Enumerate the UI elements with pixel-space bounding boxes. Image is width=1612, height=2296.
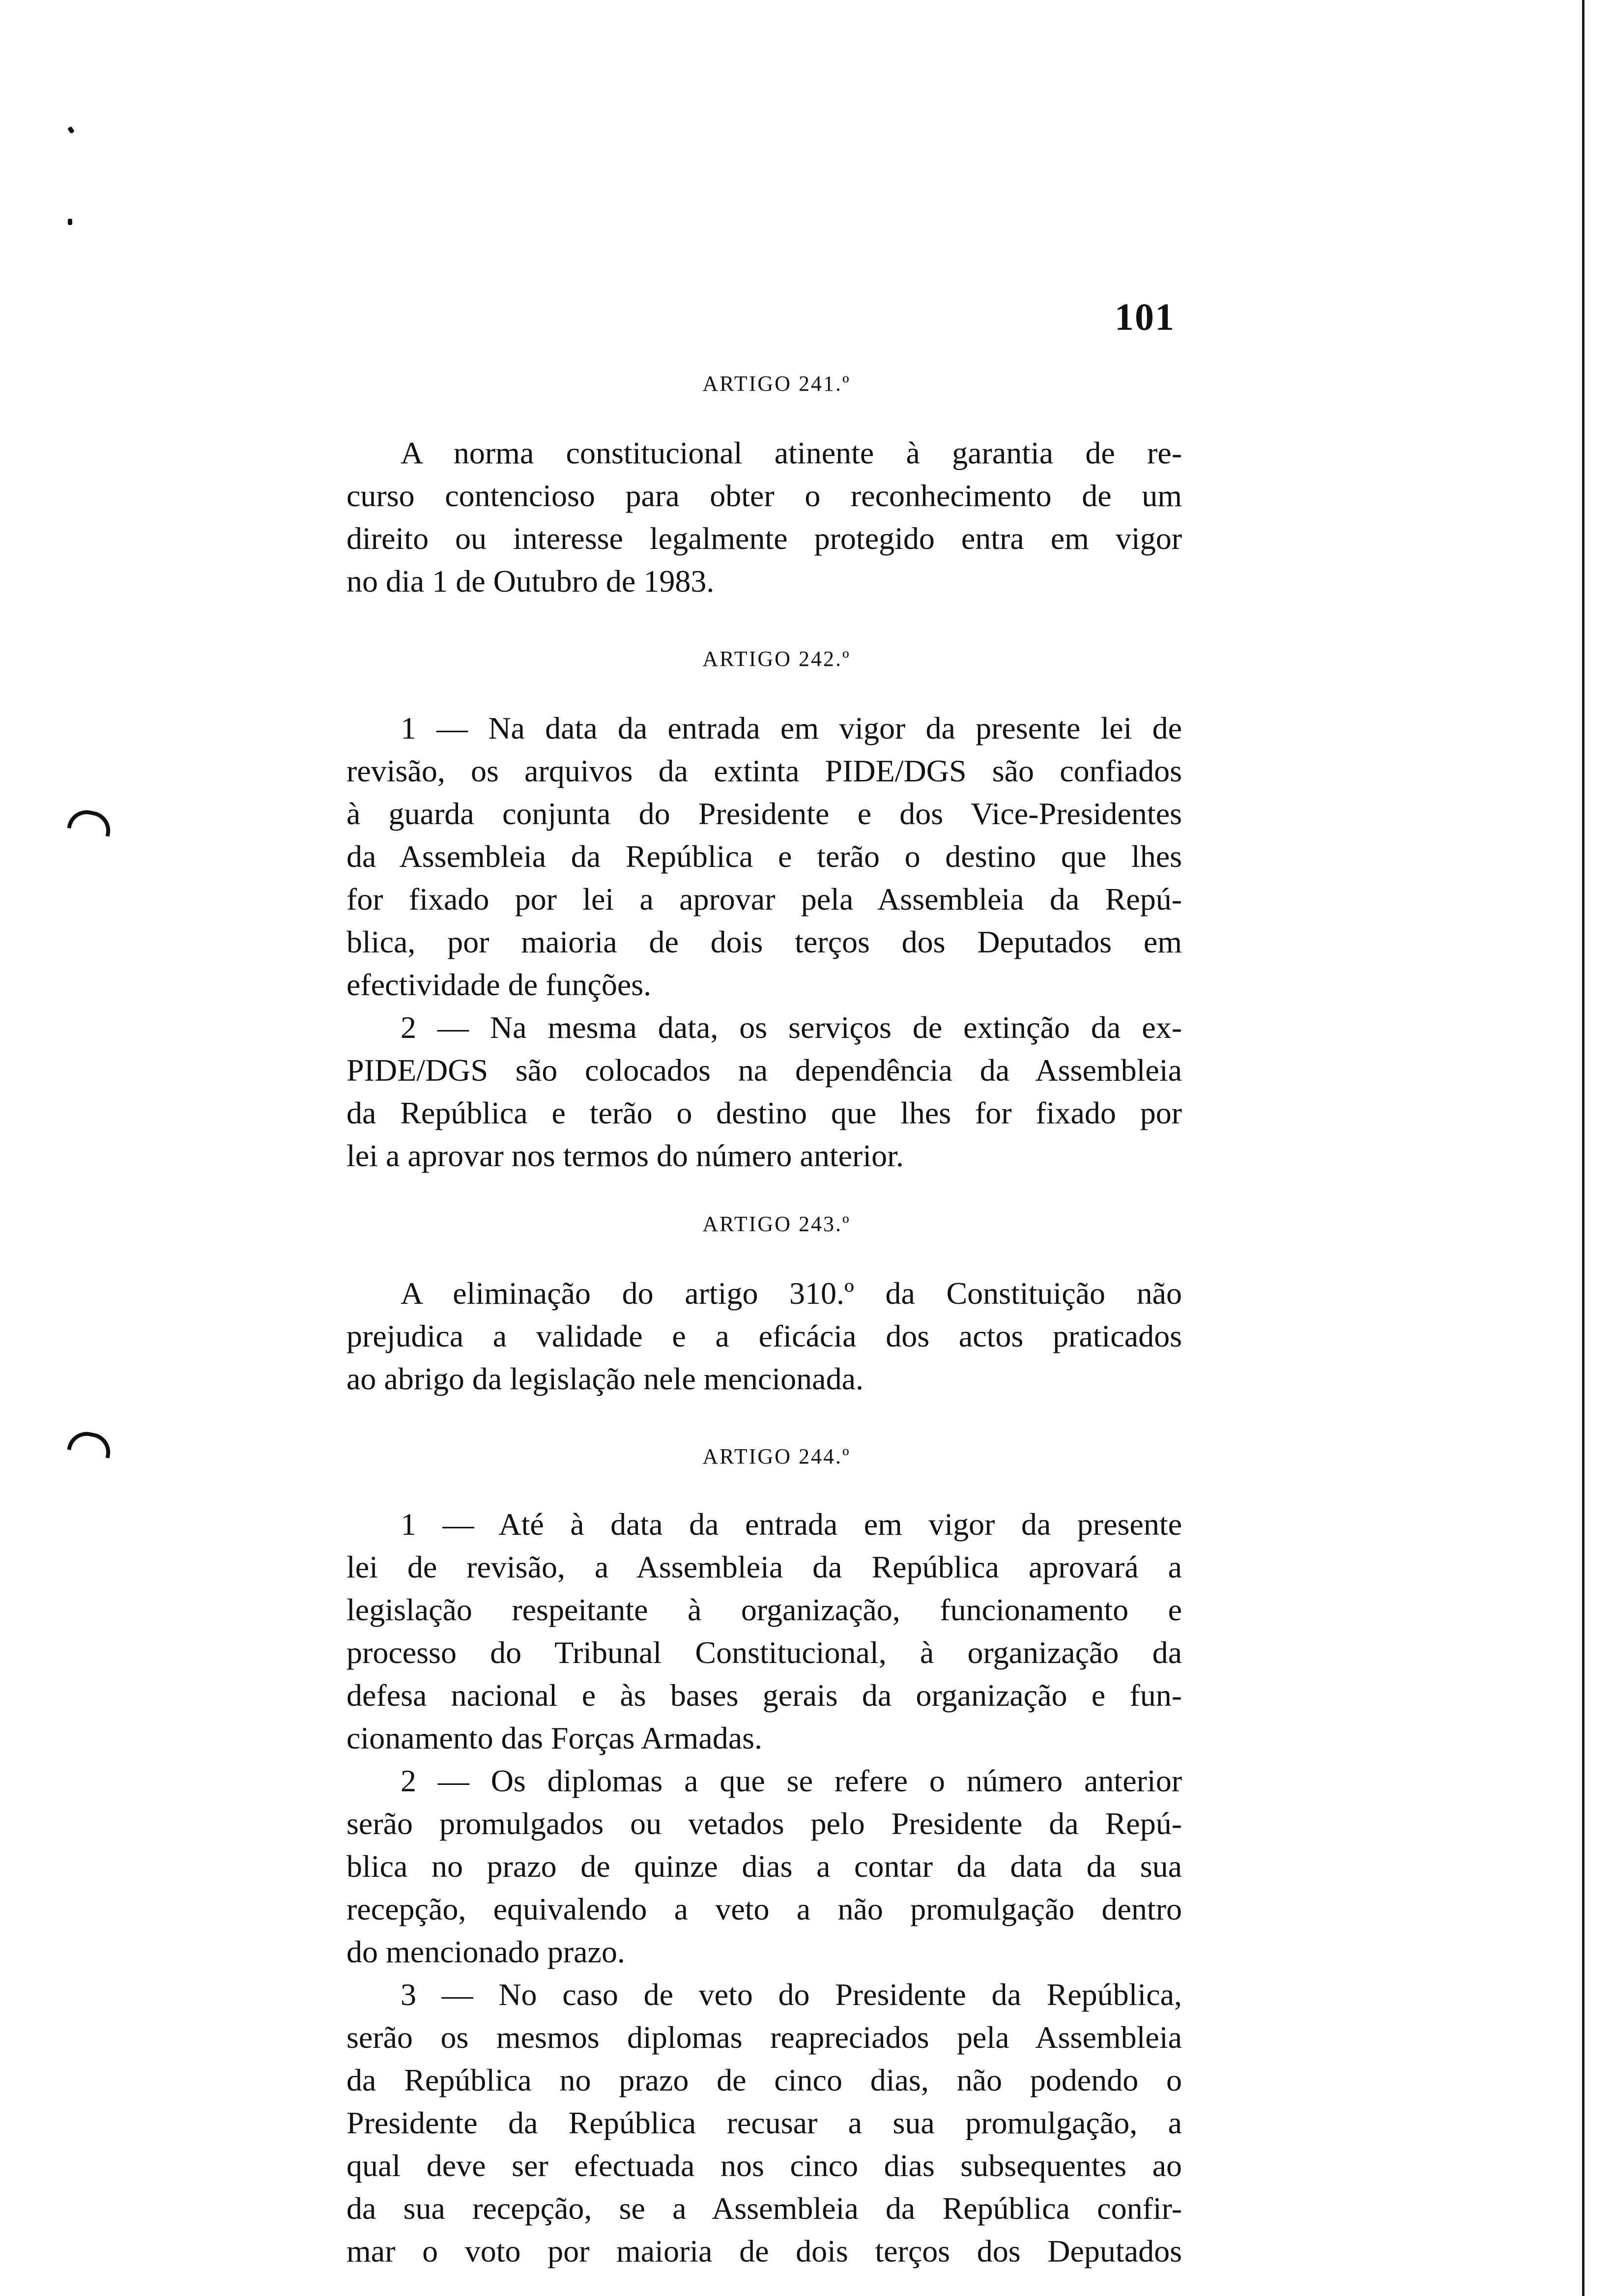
text-line: PIDE/DGS são colocados na dependência da Assembleia bbox=[346, 1053, 1182, 1088]
text-line: 2 — Na mesma data, os serviços de extinção da ex- bbox=[401, 1010, 1182, 1045]
text-line: blica no prazo de quinze dias a contar da data da sua bbox=[346, 1849, 1182, 1884]
scan-mark-arc bbox=[67, 806, 114, 836]
text-line: A eliminação do artigo 310.º da Constituição não bbox=[401, 1276, 1182, 1311]
text-line: revisão, os arquivos da extinta PIDE/DGS são confiados bbox=[346, 753, 1182, 788]
text-line: legislação respeitante à organização, funcionamento e bbox=[346, 1592, 1182, 1627]
text-line: ao abrigo da legislação nele mencionada. bbox=[346, 1361, 864, 1396]
text-line: defesa nacional e às bases gerais da organização e fun- bbox=[346, 1678, 1182, 1713]
article-heading: ARTIGO 242.º bbox=[702, 647, 851, 671]
article-body bbox=[346, 707, 1182, 1177]
article-heading: ARTIGO 241.º bbox=[702, 372, 851, 396]
text-line: do mencionado prazo. bbox=[346, 1934, 625, 1969]
text-line: 3 — No caso de veto do Presidente da República, bbox=[401, 1977, 1182, 2012]
text-line: lei a aprovar nos termos do número anterior. bbox=[346, 1138, 904, 1173]
page-edge-rule bbox=[1582, 0, 1584, 2296]
text-line: serão promulgados ou vetados pelo Presidente da Repú- bbox=[346, 1806, 1182, 1841]
article-body bbox=[346, 1272, 1182, 1400]
text-line: no dia 1 de Outubro de 1983. bbox=[346, 564, 715, 599]
scan-mark bbox=[68, 219, 72, 225]
scan-mark bbox=[67, 126, 75, 134]
text-line: direito ou interesse legalmente protegido entra em vigor bbox=[346, 521, 1182, 556]
text-line: lei de revisão, a Assembleia da República aprovará a bbox=[346, 1550, 1182, 1584]
text-line: Presidente da República recusar a sua promulgação, a bbox=[346, 2105, 1182, 2140]
text-line: da Assembleia da República e terão o destino que lhes bbox=[346, 839, 1182, 874]
text-line: 1 — Até à data da entrada em vigor da presente bbox=[401, 1507, 1182, 1542]
text-line: mar o voto por maioria de dois terços dos Deputados bbox=[346, 2234, 1182, 2268]
text-line: serão os mesmos diplomas reapreciados pela Assembleia bbox=[346, 2020, 1182, 2055]
text-line: processo do Tribunal Constitucional, à organização da bbox=[346, 1635, 1182, 1670]
text-line: A norma constitucional atinente à garantia de re- bbox=[401, 435, 1182, 470]
text-line: 1 — Na data da entrada em vigor da presente lei de bbox=[401, 711, 1182, 746]
text-line: 2 — Os diplomas a que se refere o número anterior bbox=[401, 1763, 1182, 1798]
text-line: efectividade de funções. bbox=[346, 967, 652, 1002]
text-line: curso contencioso para obter o reconhecimento de um bbox=[346, 478, 1182, 513]
page-number: 101 bbox=[1115, 295, 1175, 338]
text-line: da sua recepção, se a Assembleia da República confir- bbox=[346, 2191, 1182, 2226]
article-body bbox=[346, 1503, 1182, 2272]
text-line: cionamento das Forças Armadas. bbox=[346, 1721, 762, 1755]
text-line: da República e terão o destino que lhes for fixado por bbox=[346, 1095, 1182, 1130]
text-line: blica, por maioria de dois terços dos Deputados em bbox=[346, 924, 1182, 959]
text-line: recepção, equivalendo a veto a não promulgação dentro bbox=[346, 1892, 1182, 1926]
text-line: da República no prazo de cinco dias, não podendo o bbox=[346, 2063, 1182, 2097]
text-line: qual deve ser efectuada nos cinco dias subsequentes ao bbox=[346, 2148, 1182, 2183]
text-line: à guarda conjunta do Presidente e dos Vice-Presidentes bbox=[346, 796, 1182, 831]
text-line: for fixado por lei a aprovar pela Assembleia da Repú- bbox=[346, 882, 1182, 917]
article-body bbox=[346, 431, 1182, 603]
article-heading: ARTIGO 244.º bbox=[702, 1444, 851, 1468]
text-line: prejudica a validade e a eficácia dos actos praticados bbox=[346, 1319, 1182, 1353]
article-heading: ARTIGO 243.º bbox=[702, 1212, 851, 1236]
